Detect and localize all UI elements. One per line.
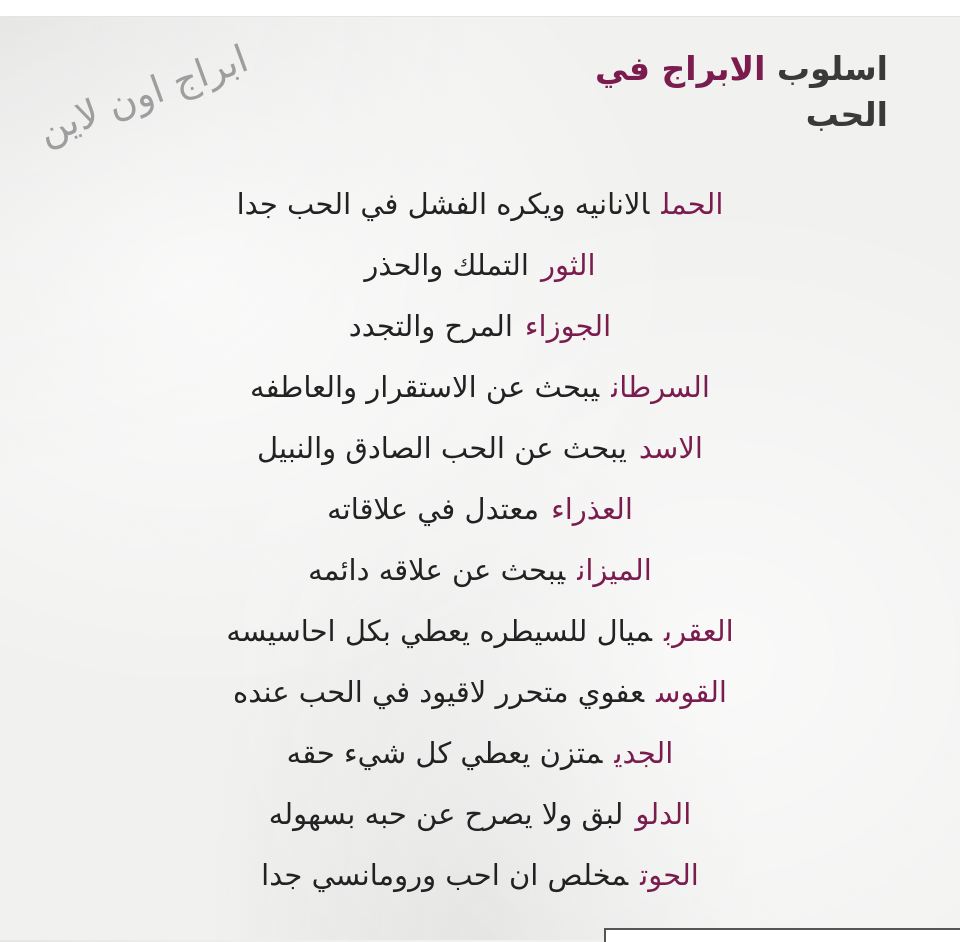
zodiac-row bbox=[0, 845, 960, 906]
sign-name: القوس bbox=[656, 675, 727, 709]
sign-name: العذراء bbox=[551, 492, 633, 526]
sign-name: الثور bbox=[540, 248, 596, 282]
sign-name: الميزان bbox=[577, 553, 652, 587]
sign-description: يبحث عن الحب الصادق والنبيل bbox=[257, 431, 627, 465]
sign-description: لبق ولا يصرح عن حبه بسهوله bbox=[268, 797, 624, 831]
sign-description: ميال للسيطره يعطي بكل احاسيسه bbox=[226, 614, 653, 648]
watermark: ابراج اون لاين bbox=[32, 36, 254, 153]
title-line-1 bbox=[595, 46, 888, 92]
sign-description: يبحث عن الاستقرار والعاطفه bbox=[250, 370, 600, 404]
sign-name: الجدي bbox=[614, 736, 674, 770]
zodiac-row bbox=[0, 662, 960, 723]
zodiac-row bbox=[0, 357, 960, 418]
sign-description: يبحث عن علاقه دائمه bbox=[308, 553, 566, 587]
zodiac-row bbox=[0, 540, 960, 601]
title-line-2: الحب bbox=[805, 95, 888, 134]
sign-name: الحمل bbox=[661, 187, 724, 221]
zodiac-list bbox=[0, 174, 960, 906]
sign-name: الجوزاء bbox=[524, 309, 612, 343]
sign-description: الانانيه ويكره الفشل في الحب جدا bbox=[236, 187, 650, 221]
sign-name: السرطان bbox=[611, 370, 710, 404]
sign-description: المرح والتجدد bbox=[348, 309, 513, 343]
sign-description: معتدل في علاقاته bbox=[327, 492, 540, 526]
sign-description: متزن يعطي كل شيء حقه bbox=[286, 736, 603, 770]
sign-name: العقرب bbox=[664, 614, 734, 648]
sign-name: الدلو bbox=[635, 797, 692, 831]
zodiac-row bbox=[0, 418, 960, 479]
sign-description: التملك والحذر bbox=[364, 248, 529, 282]
zodiac-row bbox=[0, 601, 960, 662]
sign-description: مخلص ان احب ورومانسي جدا bbox=[261, 858, 629, 892]
page-title bbox=[595, 46, 888, 138]
sign-name: الاسد bbox=[638, 431, 703, 465]
sign-description: عفوي متحرر لاقيود في الحب عنده bbox=[233, 675, 645, 709]
zodiac-row bbox=[0, 296, 960, 357]
title-plain: اسلوب bbox=[765, 49, 888, 88]
zodiac-row bbox=[0, 479, 960, 540]
zodiac-row bbox=[0, 723, 960, 784]
sign-name: الحوت bbox=[640, 858, 699, 892]
top-strip bbox=[0, 0, 960, 17]
zodiac-row bbox=[0, 784, 960, 845]
zodiac-row bbox=[0, 174, 960, 235]
zodiac-row bbox=[0, 235, 960, 296]
title-accent: الابراج في bbox=[595, 49, 766, 88]
